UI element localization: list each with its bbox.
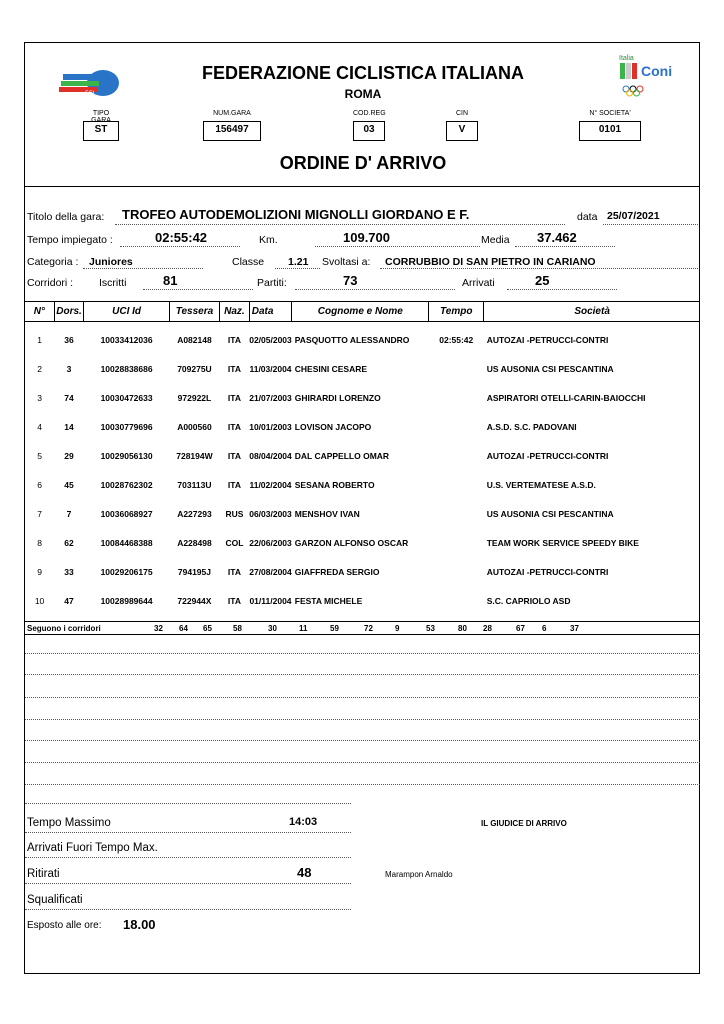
cell-team: U.S. VERTEMATESE A.S.D. [486,480,596,490]
cell-team: ASPIRATORI OTELLI-CARIN-BAIOCCHI [486,393,646,403]
disqualified-label: Squalificati [27,894,83,906]
judge-label: IL GIUDICE DI ARRIVO [481,819,567,828]
cell-license: 709275U [177,364,212,374]
cell-uci-id: 10029206175 [100,567,153,577]
table-row [25,554,700,583]
cell-license: A082148 [177,335,212,346]
following-rider-number: 64 [179,624,188,633]
cell-uci-id: 10029056130 [100,451,153,461]
societa-caption: N° SOCIETA' [589,110,631,117]
coni-logo-text: Coni [641,63,673,79]
following-rider-number: 72 [364,624,373,633]
cell-uci-id: 10033412036 [100,335,153,346]
cod-reg-caption: COD.REG [353,110,386,117]
table-row [25,409,700,438]
cell-team: S.C. CAPRIOLO ASD [486,596,571,606]
coni-shield-icon [619,63,639,83]
following-rider-number: 28 [483,624,492,633]
cell-license: 972922L [177,393,212,403]
cell-license: A227293 [177,509,212,519]
cell-bib: 45 [64,480,74,490]
following-rider-number: 65 [203,624,212,633]
cell-nation: ITA [227,422,241,432]
cell-uci-id: 10028762302 [100,480,153,490]
cell-uci-id: 10036068927 [100,509,153,519]
cell-rider-name: PASQUOTTO ALESSANDRO [294,335,410,346]
table-row [25,525,700,554]
cell-birth-date: 06/03/2003 [249,509,292,519]
col-header-license: Tessera [169,302,219,322]
cell-rider-name: GARZON ALFONSO OSCAR [294,538,409,548]
cell-bib: 74 [64,393,74,403]
cell-position: 8 [37,538,42,548]
federation-title: FEDERAZIONE CICLISTICA ITALIANA [202,63,524,83]
arrived-label: Arrivati [462,277,495,289]
cell-rider-name: CHESINI CESARE [294,364,368,374]
posted-label: Esposto alle ore: [27,920,102,931]
race-category: Juniores [89,256,133,268]
cell-nation: ITA [227,451,241,461]
race-place: CORRUBBIO DI SAN PIETRO IN CARIANO [385,256,596,268]
race-date: 25/07/2021 [607,210,660,222]
cell-bib: 29 [64,451,74,461]
num-gara-caption: NUM.GARA [213,110,251,117]
following-rider-number: 80 [458,624,467,633]
cell-nation: RUS [225,509,244,519]
out-of-time-label: Arrivati Fuori Tempo Max. [27,842,158,854]
cell-birth-date: 11/03/2004 [249,364,292,374]
cell-team: TEAM WORK SERVICE SPEEDY BIKE [486,538,639,548]
tipo-gara-value: ST [83,121,119,141]
cell-uci-id: 10030472633 [100,393,153,403]
col-header-position: N° [25,302,54,322]
cell-rider-name: SESANA ROBERTO [294,480,375,490]
avg-label: Media [481,234,510,246]
col-header-bib: Dors. [54,302,84,322]
cell-time: 02:55:42 [439,335,474,346]
cell-license: 794195J [177,567,211,577]
col-header-name: Cognome e Nome [292,302,429,322]
cell-rider-name: GIAFFREDA SERGIO [294,567,380,577]
cell-time [429,583,484,612]
max-time-value: 14:03 [289,816,318,828]
cell-nation: COL [225,538,244,548]
col-header-team: Società [484,302,700,322]
cell-rider-name: LOVISON JACOPO [294,422,372,432]
results-table [25,301,700,612]
following-rider-number: 30 [268,624,277,633]
cell-time [429,380,484,409]
societa-value: 0101 [579,121,641,141]
tipo-gara-caption: TIPO GARA [91,110,111,124]
max-time-label: Tempo Massimo [27,817,111,829]
following-rider-number: 58 [233,624,242,633]
following-rider-number: 59 [330,624,339,633]
cell-position: 3 [37,393,42,403]
place-label: Svoltasi a: [322,256,371,268]
cell-time [429,525,484,554]
cell-license: A000560 [177,422,212,432]
cell-birth-date: 02/05/2003 [249,335,292,346]
following-rider-number: 37 [570,624,579,633]
cell-team: AUTOZAI -PETRUCCI-CONTRI [486,451,609,461]
cell-rider-name: DAL CAPPELLO OMAR [294,451,390,461]
cell-nation: ITA [227,596,241,606]
riders-label: Corridori : [27,277,74,289]
table-row [25,438,700,467]
following-rider-number: 32 [154,624,163,633]
cell-bib: 36 [64,335,74,346]
table-row [25,583,700,612]
cell-uci-id: 10084468388 [100,538,153,548]
km-label: Km. [259,234,278,246]
cell-time [429,554,484,583]
cell-team: AUTOZAI -PETRUCCI-CONTRI [486,567,609,577]
arrival-order-sheet [24,42,700,974]
cell-nation: ITA [227,335,241,346]
cell-birth-date: 01/11/2004 [249,596,292,606]
cell-uci-id: 10028989644 [100,596,153,606]
cell-team: AUTOZAI -PETRUCCI-CONTRI [486,335,609,346]
following-rider-number: 67 [516,624,525,633]
following-riders-label: Seguono i corridori [27,624,101,633]
following-rider-number: 53 [426,624,435,633]
col-header-time: Tempo [429,302,484,322]
judge-name: Marampon Arnaldo [385,870,453,879]
race-time: 02:55:42 [155,230,208,245]
results-header-row [25,302,700,322]
enrolled-label: Iscritti [99,277,127,289]
cell-license: A228498 [177,538,212,548]
cell-rider-name: GHIRARDI LORENZO [294,393,381,403]
race-enrolled: 81 [163,273,178,288]
cell-nation: ITA [227,567,241,577]
cell-birth-date: 11/02/2004 [249,480,292,490]
cell-position: 2 [37,364,42,374]
cell-uci-id: 10028838686 [100,364,153,374]
cell-time [429,467,484,496]
following-riders-row [25,621,700,635]
race-date-label: data [577,211,598,223]
cell-time [429,496,484,525]
cell-birth-date: 22/06/2003 [249,538,292,548]
cell-birth-date: 10/01/2003 [249,422,292,432]
cell-license: 728194W [176,451,213,461]
cell-position: 6 [37,480,42,490]
started-label: Partiti: [257,277,287,289]
race-title-label: Titolo della gara: [27,211,105,223]
cell-birth-date: 21/07/2003 [249,393,292,403]
race-title: TROFEO AUTODEMOLIZIONI MIGNOLLI GIORDANO E F. [122,207,470,222]
cell-birth-date: 08/04/2004 [249,451,292,461]
coni-logo-small: Italia [619,55,634,62]
num-gara-value: 156497 [203,121,261,141]
class-label: Classe [232,256,265,268]
cell-team: US AUSONIA CSI PESCANTINA [486,509,614,519]
race-km: 109.700 [343,230,390,245]
cell-rider-name: MENSHOV IVAN [294,509,360,519]
city-label: ROMA [344,87,382,101]
category-label: Categoria : [27,256,79,268]
cell-position: 7 [37,509,42,519]
cell-uci-id: 10030779696 [100,422,153,432]
cell-license: 703113U [177,480,212,490]
following-rider-number: 11 [299,624,308,633]
cell-position: 5 [37,451,42,461]
table-row [25,322,700,351]
col-header-uci-id: UCI Id [84,302,169,322]
table-row [25,467,700,496]
race-average: 37.462 [537,230,577,245]
cell-license: 722944X [177,596,212,606]
following-rider-number: 9 [395,624,400,633]
table-row [25,496,700,525]
col-header-date: Data [249,302,292,322]
cell-nation: ITA [227,393,241,403]
document-title: ORDINE D' ARRIVO [279,153,447,173]
cell-position: 1 [37,335,42,346]
race-class: 1.21 [288,256,309,268]
header-divider [25,186,699,187]
time-label: Tempo impiegato : [27,234,113,246]
cell-position: 10 [34,596,45,606]
retired-label: Ritirati [27,868,60,880]
cell-bib: 7 [66,509,72,519]
race-arrived: 25 [535,273,550,288]
cell-nation: ITA [227,480,241,490]
coni-logo [619,55,679,101]
cell-time [429,351,484,380]
cell-birth-date: 27/08/2004 [249,567,292,577]
cin-caption: CIN [455,110,469,117]
cell-bib: 33 [64,567,74,577]
cell-team: US AUSONIA CSI PESCANTINA [486,364,614,374]
cell-position: 4 [37,422,42,432]
cell-time [429,438,484,467]
cell-rider-name: FESTA MICHELE [294,596,363,606]
cod-reg-value: 03 [353,121,385,141]
following-rider-number: 6 [542,624,547,633]
table-row [25,380,700,409]
fci-logo-text: FCI [85,90,95,97]
cell-bib: 14 [64,422,74,432]
retired-value: 48 [297,865,312,880]
posted-value: 18.00 [123,917,156,932]
olympic-rings-icon [621,85,647,97]
cin-value: V [446,121,478,141]
cell-nation: ITA [227,364,241,374]
cell-time [429,409,484,438]
col-header-nation: Naz. [220,302,250,322]
cell-position: 9 [37,567,42,577]
race-started: 73 [343,273,358,288]
cell-bib: 47 [64,596,74,606]
table-row [25,351,700,380]
cell-team: A.S.D. S.C. PADOVANI [486,422,577,432]
cell-bib: 3 [66,364,72,374]
cell-bib: 62 [64,538,74,548]
